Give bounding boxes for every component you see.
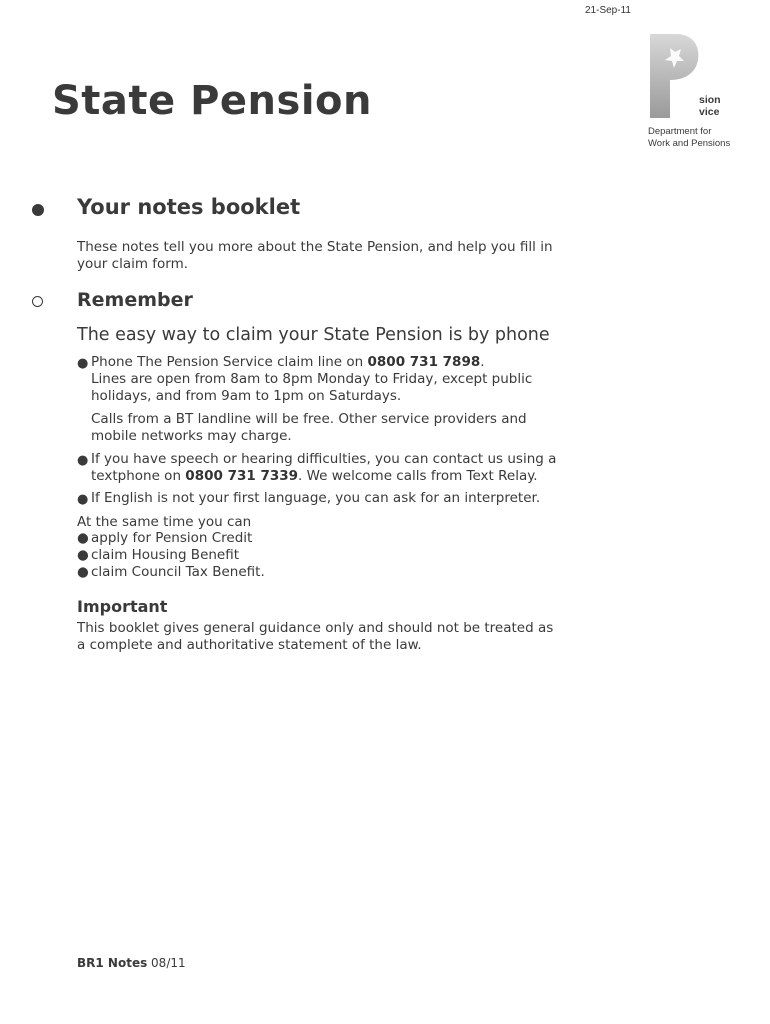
form-reference — [77, 956, 186, 970]
claim-line-bullet — [77, 354, 567, 405]
bullet-dot-icon: ● — [77, 547, 89, 563]
textphone-text: If you have speech or hearing difficulties, you can contact us using a textphone on — [91, 451, 557, 484]
claim-line-phone: 0800 731 7898 — [367, 354, 481, 370]
opening-hours-text: Lines are open from 8am to 8pm Monday to Friday, except public holidays, and from 9am to 1pm on Saturdays. — [91, 371, 533, 404]
logo-word-line1: sion — [699, 94, 721, 106]
list-item-text: claim Council Tax Benefit. — [91, 564, 265, 580]
claim-line-text: Phone The Pension Service claim line on — [91, 354, 368, 370]
notes-booklet-heading: Your notes booklet — [77, 195, 301, 219]
call-charges-note: Calls from a BT landline will be free. Other service providers and mobile networks may charge. — [91, 411, 527, 444]
same-time-intro: At the same time you can — [77, 514, 252, 530]
textphone-number: 0800 731 7339 — [185, 468, 299, 484]
pension-service-logo — [646, 32, 736, 152]
same-time-list — [77, 530, 265, 581]
claim-by-phone-subheading: The easy way to claim your State Pension is by phone — [77, 325, 550, 345]
section-bullet-icon — [32, 204, 44, 216]
list-item — [77, 530, 265, 547]
bullet-dot-icon: ● — [77, 453, 89, 468]
document-date: 21-Sep-11 — [585, 5, 631, 16]
notes-booklet-intro: These notes tell you more about the State Pension, and help you fill in your claim form. — [77, 239, 553, 272]
bullet-dot-icon: ● — [77, 530, 89, 546]
form-code: BR1 Notes — [77, 956, 148, 970]
important-heading: Important — [77, 597, 168, 616]
list-item — [77, 547, 265, 564]
textphone-bullet — [77, 451, 567, 485]
claim-line-punct: . — [480, 354, 485, 370]
bullet-dot-icon: ● — [77, 356, 89, 371]
important-text: This booklet gives general guidance only and should not be treated as a complete and authoritative statement of the law. — [77, 620, 554, 653]
remember-heading: Remember — [77, 289, 193, 311]
text-relay-text: . We welcome calls from Text Relay. — [298, 468, 538, 484]
remember-bullet-icon — [32, 296, 43, 307]
form-edition: 08/11 — [151, 956, 186, 970]
department-name-line1: Department for — [648, 126, 712, 137]
interpreter-text: If English is not your first language, you can ask for an interpreter. — [91, 490, 541, 506]
pension-service-p-logo-icon — [648, 32, 700, 118]
department-name-line2: Work and Pensions — [648, 138, 731, 149]
bullet-dot-icon: ● — [77, 564, 89, 580]
page-title: State Pension — [52, 78, 372, 124]
logo-word-line2: vice — [699, 106, 720, 118]
interpreter-bullet — [77, 490, 567, 507]
list-item — [77, 564, 265, 581]
list-item-text: apply for Pension Credit — [91, 530, 253, 546]
list-item-text: claim Housing Benefit — [91, 547, 240, 563]
bullet-dot-icon: ● — [77, 492, 89, 507]
